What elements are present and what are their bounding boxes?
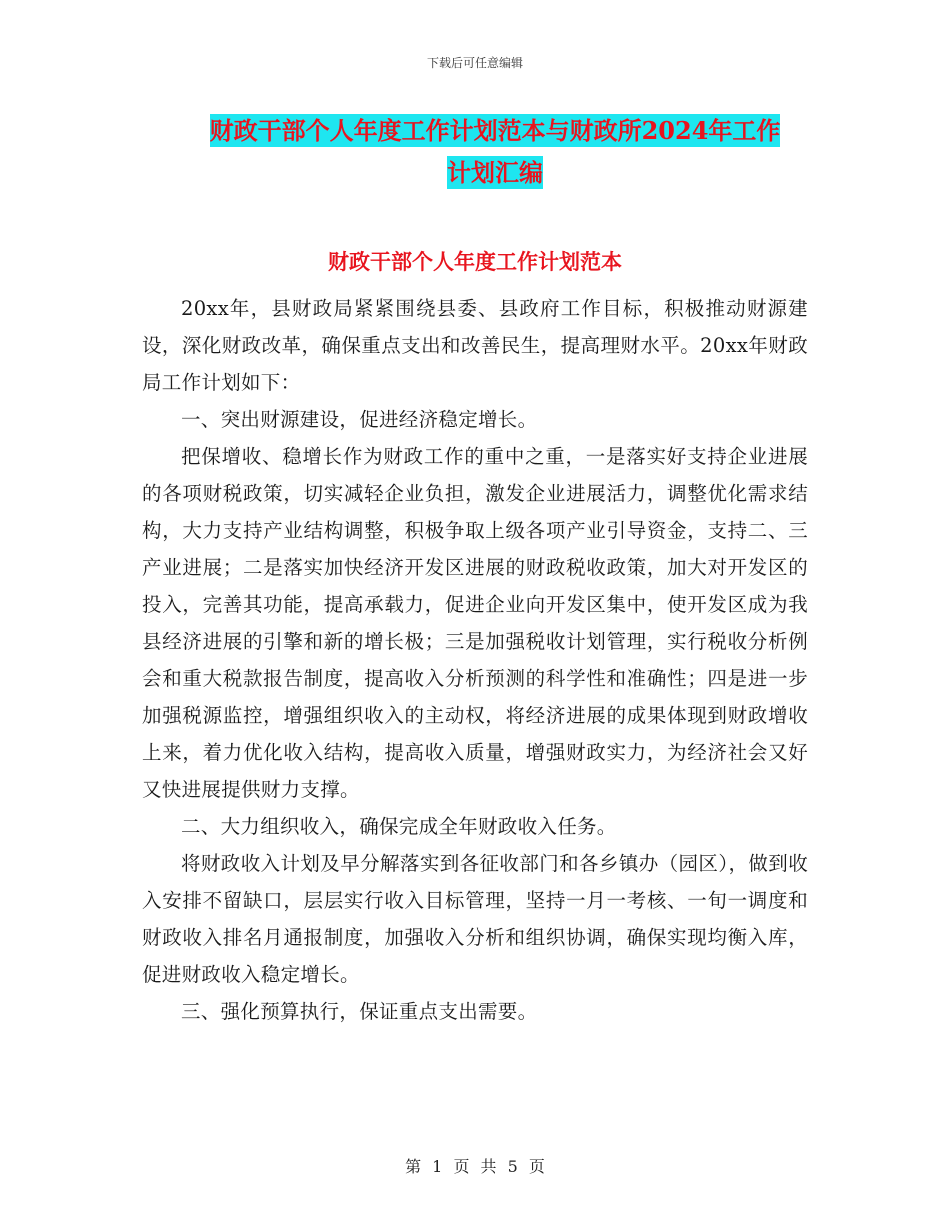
paragraph-heading-2: 二、大力组织收入，确保完成全年财政收入任务。 xyxy=(181,815,617,838)
section-title: 财政干部个人年度工作计划范本 xyxy=(328,249,622,274)
page-footer: 第 1 页 共 5 页 xyxy=(405,1157,545,1176)
paragraph-body-1: 把保增收、稳增长作为财政工作的重中之重，一是落实好支持企业进展的各项财税政策，切实减轻企业负担，激发企业进展活力，调整优化需求结构，大力支持产业结构调整，积极争取上级各项产业引导资金，支持二、三产业进展；二是落实加快经济开发区进展的财政税收政策，加大对开发区的投入，完善其功能，提高承载力，促进企业向开发区集中，使开发区成为我县经济进展的引擎和新的增长极；三是加强税收计划管理，实行税收分析例会和重大税款报告制度，提高收入分析预测的科学性和准确性；四是进一步加强税源监控，增强组织收入的主动权，将经济进展的成果体现到财政增收上来，着力优化收入结构，提高收入质量，增强财政实力，为经济社会又好又快进展提供财力支撑。 xyxy=(142,445,808,801)
document-title-line-1: 财政干部个人年度工作计划范本与财政所2024年工作 xyxy=(209,116,781,145)
document-title-line-2: 计划汇编 xyxy=(447,158,543,187)
document-title xyxy=(140,110,850,194)
paragraph-intro: 20xx年，县财政局紧紧围绕县委、县政府工作目标，积极推动财源建设，深化财政改革，确保重点支出和改善民生，提高理财水平。20xx年财政局工作计划如下： xyxy=(142,297,808,394)
document-body xyxy=(142,290,808,1030)
header-note: 下载后可任意编辑 xyxy=(426,56,523,70)
paragraph-body-2: 将财政收入计划及早分解落实到各征收部门和各乡镇办（园区），做到收入安排不留缺口，层层实行收入目标管理，坚持一月一考核、一旬一调度和财政收入排名月通报制度，加强收入分析和组织协调，确保实现均衡入库，促进财政收入稳定增长。 xyxy=(142,852,808,986)
paragraph-heading-1: 一、突出财源建设，促进经济稳定增长。 xyxy=(181,408,538,431)
paragraph-heading-3: 三、强化预算执行，保证重点支出需要。 xyxy=(181,1000,538,1023)
